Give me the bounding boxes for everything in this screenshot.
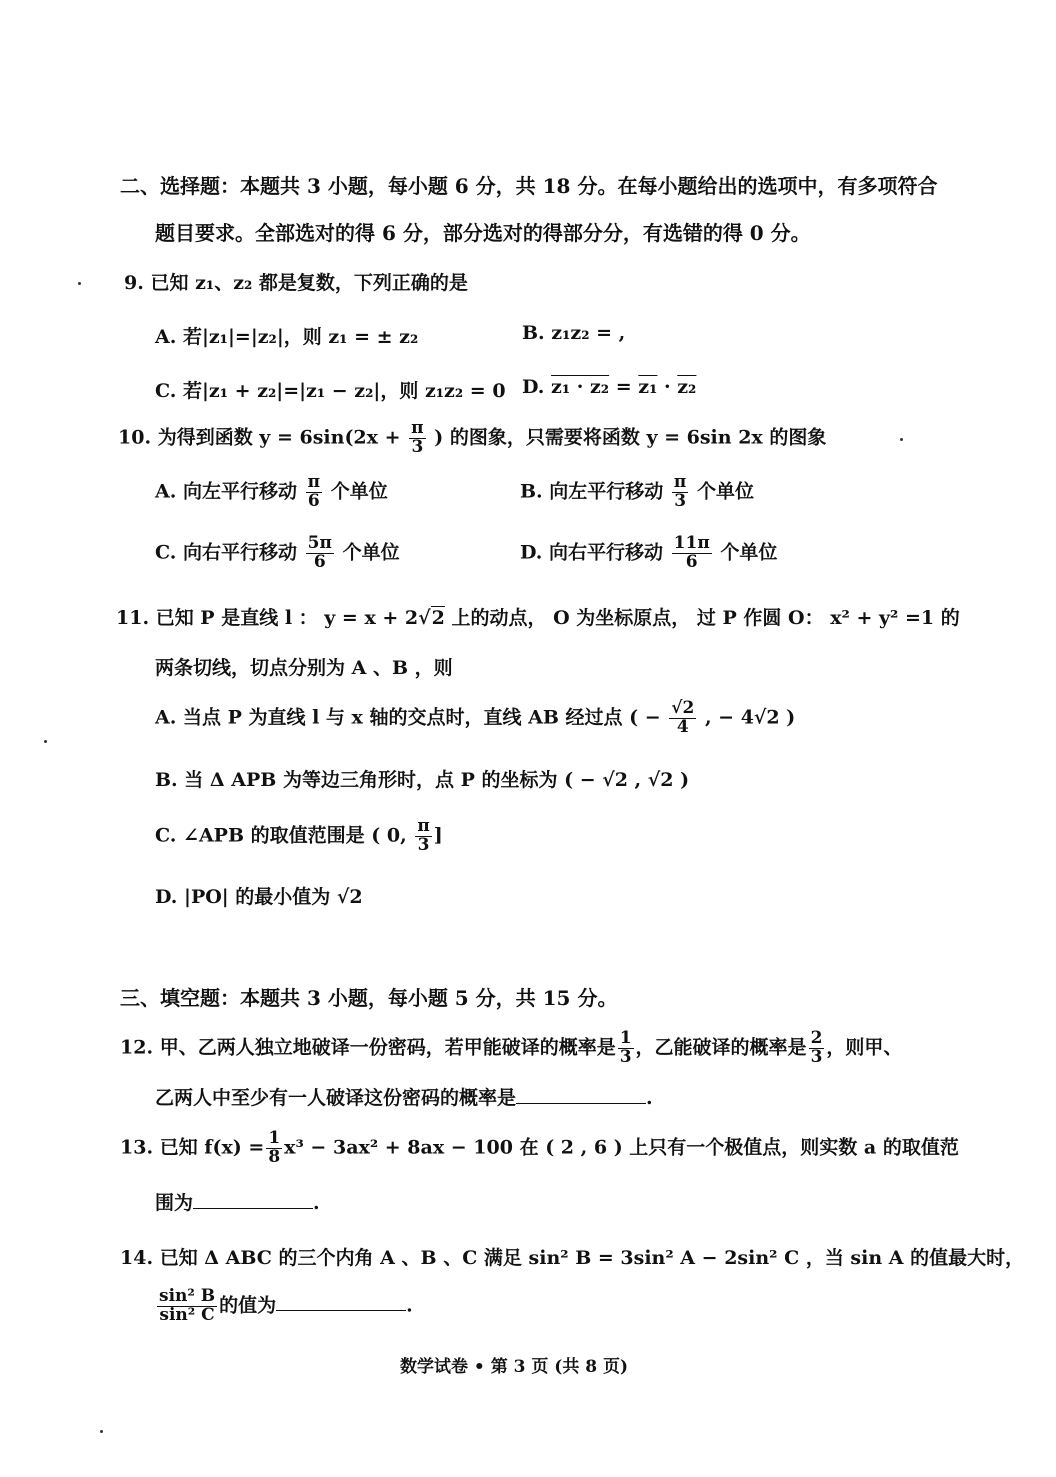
q10-b-fraction [672, 474, 688, 511]
q10-d-text: D. 向右平行移动 [520, 541, 664, 564]
q10-a-text: A. 向左平行移动 [155, 480, 297, 503]
q9-option-d-lhs: z₁ · z₂ [551, 376, 610, 398]
q10-frac-den: 3 [411, 436, 424, 457]
q9-option-d-r1: z₁ [638, 376, 658, 398]
q14-ratio-fraction [157, 1288, 217, 1325]
q11-option-c [155, 818, 443, 855]
q11-c-text: C. ∠APB 的取值范围是 ( 0, [155, 824, 407, 847]
q11-c-fraction [415, 818, 431, 855]
q10-stem-a: 为得到函数 y = 6sin(2x + [157, 426, 401, 449]
q12-end: . [646, 1087, 653, 1109]
q11-stem-b: 上的动点， O 为坐标原点， 过 P 作圆 O： x² + y² =1 的 [444, 607, 960, 629]
q9-stem: 已知 z₁、z₂ 都是复数，下列正确的是 [150, 272, 468, 294]
q12-stem-a: 甲、乙两人独立地破译一份密码，若甲能破译的概率是 [159, 1036, 616, 1059]
section2-title: 二、选择题：本题共 3 小题，每小题 6 分，共 18 分。在每小题给出的选项中，有多项符合 [120, 174, 938, 198]
q11-a-den: 4 [676, 716, 689, 737]
q11-sqrt-sign: √ [418, 607, 431, 629]
q14-ratio-den: sin² C [159, 1304, 215, 1325]
q10-option-b [520, 474, 754, 511]
q10-a-den: 6 [307, 490, 320, 511]
q12 [120, 1030, 902, 1067]
q10-d-unit: 个单位 [720, 541, 778, 564]
q13-fraction [266, 1130, 282, 1167]
q14-end: . [406, 1294, 413, 1317]
q12-answer-blank[interactable] [516, 1083, 646, 1104]
q11-a-fraction [669, 700, 696, 737]
q12-p2-fraction [809, 1030, 825, 1067]
q11-a-num: √2 [671, 698, 695, 718]
q11 [116, 603, 960, 630]
q11-option-d: D. |PO| 的最小值为 √2 [155, 886, 363, 908]
q13-number: 13. [120, 1136, 154, 1159]
q10-stem-b: ) 的图象，只需要将函数 y = 6sin 2x 的图象 [434, 426, 827, 449]
q10-a-num: π [307, 472, 321, 492]
q11-a-text: A. 当点 P 为直线 l 与 x 轴的交点时，直线 AB 经过点 ( − [155, 706, 661, 729]
section3-title: 三、填空题：本题共 3 小题，每小题 5 分，共 15 分。 [120, 986, 618, 1010]
q10-option-c [155, 535, 400, 572]
q10 [118, 420, 826, 457]
q11-stem-a: 已知 P 是直线 l ： y = x + 2 [155, 607, 419, 629]
q11-number: 11. [116, 607, 150, 629]
q12-p1-fraction [618, 1030, 634, 1067]
q9-option-d-eq: = [609, 376, 639, 398]
q10-c-den: 6 [313, 551, 326, 572]
q10-b-den: 3 [674, 490, 687, 511]
q12-p2-num: 2 [810, 1028, 823, 1048]
q13-stem-b: x³ − 3ax² + 8ax − 100 在 ( 2 , 6 ) 上只有一个极值点，则实数 a 的取值范 [284, 1136, 959, 1159]
q12-number: 12. [120, 1036, 154, 1059]
q9-option-d-dot: · [657, 376, 678, 398]
q14-stem-cont: 的值为 [219, 1294, 277, 1317]
q10-c-text: C. 向右平行移动 [155, 541, 298, 564]
q10-a-fraction [306, 474, 322, 511]
q13 [120, 1130, 959, 1167]
q11-option-a [155, 700, 795, 737]
scan-speck [100, 1430, 103, 1433]
q10-a-unit: 个单位 [330, 480, 388, 503]
q11-stem-cont: 两条切线，切点分别为 A 、B ，则 [155, 657, 453, 679]
q10-d-fraction [672, 535, 712, 572]
q12-p1-den: 3 [619, 1046, 632, 1067]
q13-answer-blank[interactable] [193, 1188, 313, 1209]
q12-stem-c: ，则甲、 [826, 1036, 903, 1059]
q12-p2-den: 3 [810, 1046, 823, 1067]
q9-option-b: B. z₁z₂ = , [522, 322, 626, 344]
q13-stem-a: 已知 f(x) = [159, 1136, 265, 1159]
q12-cont [155, 1083, 653, 1110]
q11-c-den: 3 [417, 834, 430, 855]
q12-stem-cont: 乙两人中至少有一人破译这份密码的概率是 [155, 1087, 517, 1109]
q14-answer-blank[interactable] [276, 1290, 406, 1311]
q10-d-num: 11π [673, 533, 710, 553]
q9-option-d [522, 376, 696, 398]
scan-speck [78, 282, 81, 285]
page-footer: 数学试卷 • 第 3 页 (共 8 页) [400, 1357, 629, 1377]
q10-b-num: π [673, 472, 687, 492]
q13-f-den: 8 [268, 1146, 281, 1167]
q11-a-tail: , − 4√2 ) [704, 706, 796, 729]
q10-c-unit: 个单位 [342, 541, 400, 564]
q10-c-num: 5π [307, 533, 332, 553]
q11-option-b: B. 当 Δ APB 为等边三角形时，点 P 的坐标为 ( − √2 , √2 ) [155, 769, 690, 791]
q9 [124, 268, 468, 295]
q11-stem-sqrt: 2 [431, 607, 445, 629]
q10-d-den: 6 [685, 551, 698, 572]
q12-stem-b: ，乙能破译的概率是 [635, 1036, 807, 1059]
q10-option-a [155, 474, 388, 511]
scan-speck [44, 740, 47, 743]
q10-option-d [520, 535, 777, 572]
q10-stem-fraction [409, 420, 425, 457]
q14 [120, 1243, 1024, 1270]
q14-number: 14. [120, 1247, 154, 1269]
q10-b-unit: 个单位 [697, 480, 755, 503]
q14-cont [155, 1288, 413, 1325]
q9-option-d-r2: z₂ [677, 376, 697, 398]
q13-end: . [313, 1192, 320, 1214]
q9-option-c: C. 若|z₁ + z₂|=|z₁ − z₂|，则 z₁z₂ = 0 [155, 380, 506, 402]
q10-b-text: B. 向左平行移动 [520, 480, 664, 503]
q10-c-fraction [306, 535, 334, 572]
q13-stem-cont: 围为 [155, 1192, 194, 1214]
q13-f-num: 1 [268, 1128, 281, 1148]
q9-option-a: A. 若|z₁|=|z₂|，则 z₁ = ± z₂ [155, 326, 419, 348]
q12-p1-num: 1 [619, 1028, 632, 1048]
q9-option-d-label: D. [522, 376, 545, 398]
q9-number: 9. [124, 272, 144, 294]
q14-ratio-num: sin² B [159, 1286, 216, 1306]
q10-number: 10. [118, 426, 152, 449]
q14-stem: 已知 Δ ABC 的三个内角 A 、B 、C 满足 sin² B = 3sin² A − 2sin² C ，当 sin A 的值最大时， [159, 1247, 1025, 1269]
scan-speck [900, 438, 903, 441]
q13-cont [155, 1188, 320, 1215]
q10-frac-num: π [411, 418, 424, 438]
q11-c-tail: ] [433, 824, 443, 847]
section2-title-cont: 题目要求。全部选对的得 6 分，部分选对的得部分分，有选错的得 0 分。 [155, 221, 811, 245]
q11-c-num: π [417, 816, 430, 836]
